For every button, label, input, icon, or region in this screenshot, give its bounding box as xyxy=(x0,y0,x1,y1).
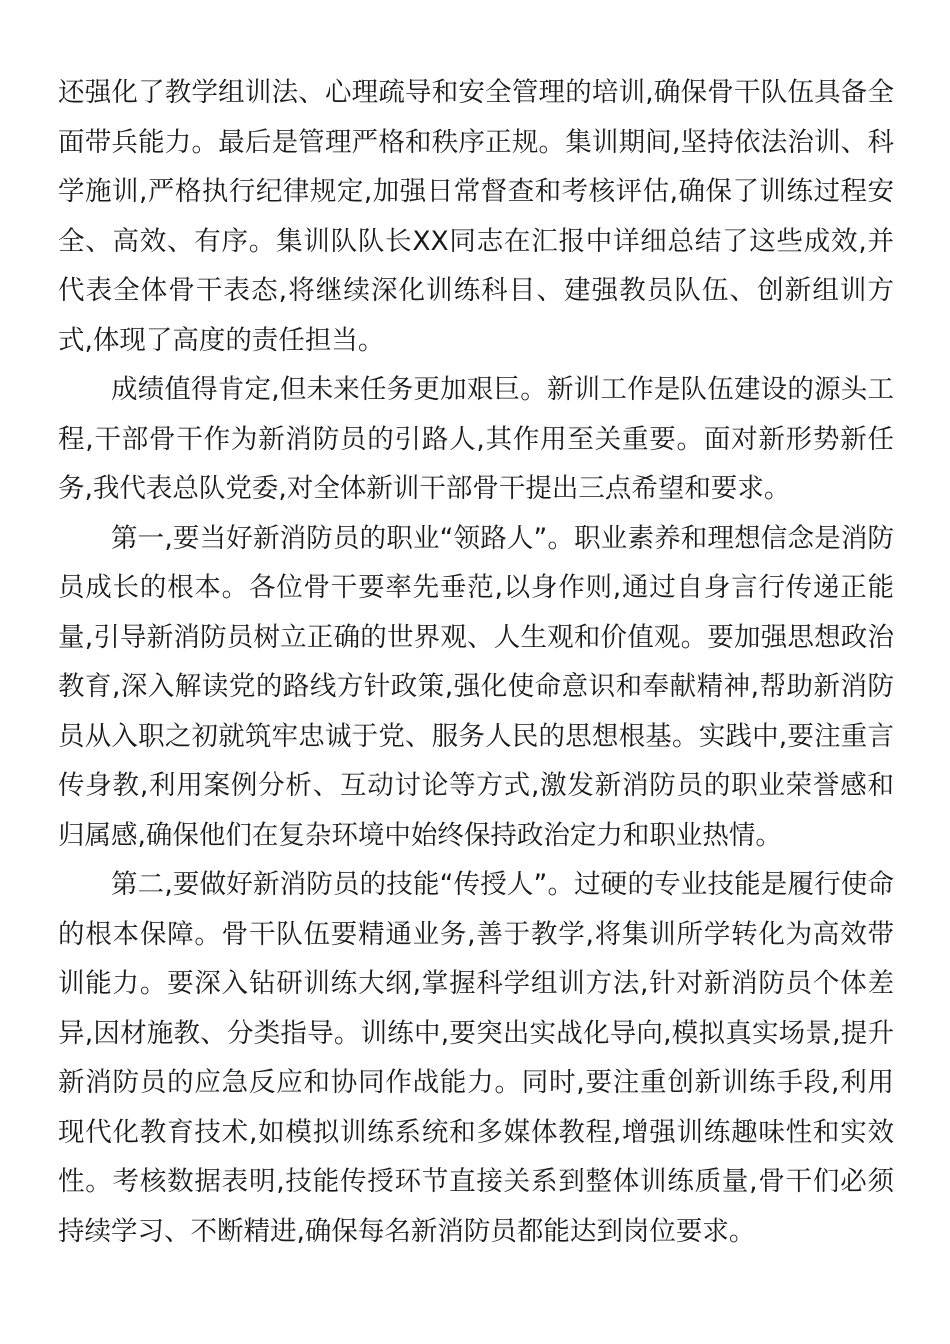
document-body xyxy=(58,68,894,1256)
paragraph-achievements: 成绩值得肯定,但未来任务更加艰巨。新训工作是队伍建设的源头工程,干部骨干作为新消防员的引路人,其作用至关重要。面对新形势新任务,我代表总队党委,对全体新训干部骨干提出三点希望和要求。 xyxy=(58,374,894,504)
paragraph-first-requirement: 第一,要当好新消防员的职业“领路人”。职业素养和理想信念是消防员成长的根本。各位骨干要率先垂范,以身作则,通过自身言行传递正能量,引导新消防员树立正确的世界观、人生观和价值观。要加强思想政治教育,深入解读党的路线方针政策,强化使命意识和奉献精神,帮助新消防员从入职之初就筑牢忠诚于党、服务人民的思想根基。实践中,要注重言传身教,利用案例分析、互动讨论等方式,激发新消防员的职业荣誉感和归属感,确保他们在复杂环境中始终保持政治定力和职业热情。 xyxy=(58,522,894,851)
paragraph-second-requirement: 第二,要做好新消防员的技能“传授人”。过硬的专业技能是履行使命的根本保障。骨干队伍要精通业务,善于教学,将集训所学转化为高效带训能力。要深入钻研训练大纲,掌握科学组训方法,针对新消防员个体差异,因材施教、分类指导。训练中,要突出实战化导向,模拟真实场景,提升新消防员的应急反应和协同作战能力。同时,要注重创新训练手段,利用现代化教育技术,如模拟训练系统和多媒体教程,增强训练趣味性和实效性。考核数据表明,技能传授环节直接关系到整体训练质量,骨干们必须持续学习、不断精进,确保每名新消防员都能达到岗位要求。 xyxy=(58,869,894,1247)
paragraph-continued: 还强化了教学组训法、心理疏导和安全管理的培训,确保骨干队伍具备全面带兵能力。最后是管理严格和秩序正规。集训期间,坚持依法治训、科学施训,严格执行纪律规定,加强日常督查和考核评估,确保了训练过程安全、高效、有序。集训队队长XX同志在汇报中详细总结了这些成效,并代表全体骨干表态,将继续深化训练科目、建强教员队伍、创新组训方式,体现了高度的责任担当。 xyxy=(58,77,894,356)
